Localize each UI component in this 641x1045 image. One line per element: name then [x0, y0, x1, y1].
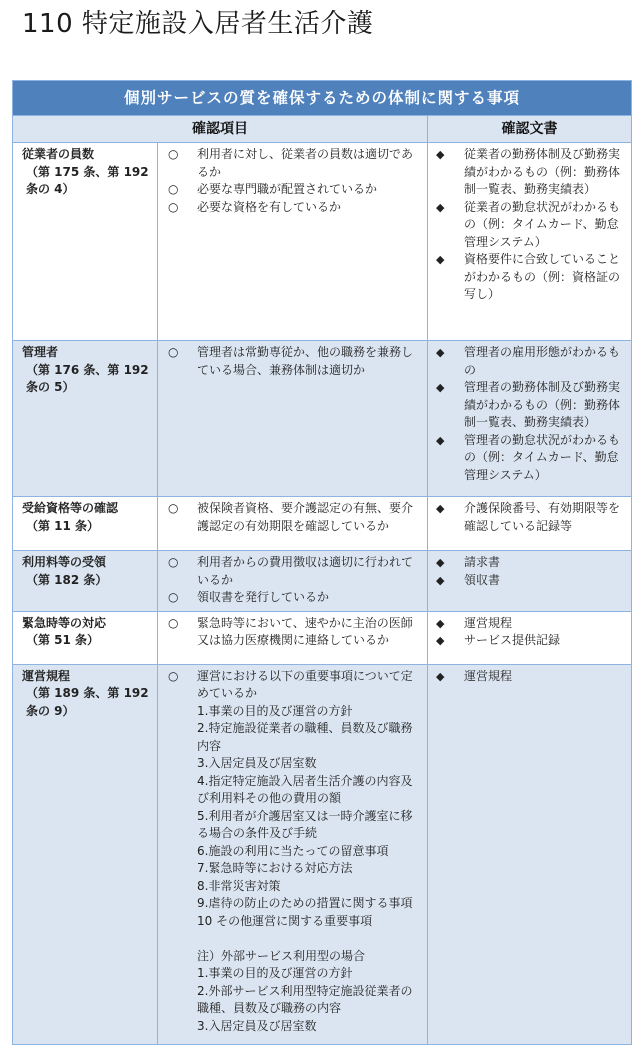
- category-cell: [13, 611, 158, 664]
- documents-cell: [428, 143, 632, 341]
- check-text: 緊急時等において、速やかに主治の医師又は協力医療機関に連絡しているか: [197, 615, 413, 647]
- table-banner: 個別サービスの質を確保するための体制に関する事項: [13, 81, 632, 116]
- documents-cell: [428, 664, 632, 1044]
- rule-item: 2.特定施設従業者の職種、員数及び職務内容: [197, 721, 413, 753]
- category-cell: [13, 664, 158, 1044]
- document-item: [428, 632, 623, 650]
- check-text: 被保険者資格、要介護認定の有無、要介護認定の有効期限を確認しているか: [197, 501, 414, 533]
- rule-item: 5.利用者が介護居室又は一時介護室に移る場合の条件及び手続: [197, 808, 413, 840]
- check-item: [158, 344, 419, 379]
- document-item: [428, 251, 623, 304]
- document-item: [428, 432, 623, 485]
- circle-mark-icon: ○: [168, 590, 179, 604]
- rule-note: 注）外部サービス利用型の場合: [197, 948, 366, 963]
- document-item: [428, 572, 623, 590]
- category-name: 管理者: [22, 345, 59, 359]
- table-row-manager: [13, 341, 632, 497]
- rule-item: 3.入居定員及び居室数: [197, 1018, 317, 1033]
- header-check-items: 確認項目: [13, 116, 428, 143]
- check-text: 利用者に対し、従業者の員数は適切であるか: [197, 147, 414, 179]
- document-item: [428, 379, 623, 432]
- table-row-operating-rules: [13, 664, 632, 1044]
- rule-item: 3.入居定員及び居室数: [197, 756, 317, 770]
- circle-mark-icon: ○: [168, 615, 179, 630]
- check-items-cell: [158, 551, 428, 612]
- table-row-staff-count: [13, 143, 632, 341]
- diamond-bullet-icon: ◆: [436, 556, 445, 569]
- document-text: 運営規程: [464, 615, 513, 630]
- category-article: （第 189 条、第 192 条の 9）: [26, 686, 149, 718]
- documents-cell: [428, 551, 632, 612]
- diamond-bullet-icon: ◆: [436, 669, 445, 683]
- document-item: [428, 668, 623, 686]
- circle-mark-icon: ○: [168, 345, 179, 359]
- check-items-cell: [158, 611, 428, 664]
- diamond-bullet-icon: ◆: [436, 502, 445, 515]
- circle-mark-icon: ○: [168, 501, 179, 515]
- category-cell: [13, 497, 158, 551]
- check-item: [158, 500, 419, 535]
- document-item: [428, 615, 623, 633]
- diamond-bullet-icon: ◆: [436, 433, 445, 447]
- category-article: （第 51 条）: [26, 633, 100, 647]
- category-name: 従業者の員数: [22, 147, 95, 161]
- check-item: [158, 554, 419, 589]
- check-items-cell: [158, 497, 428, 551]
- circle-mark-icon: ○: [168, 668, 179, 683]
- check-items-cell: [158, 143, 428, 341]
- diamond-bullet-icon: ◆: [436, 573, 445, 587]
- check-item: [158, 181, 419, 199]
- document-text: 管理者の勤務体制及び勤務実績がわかるもの（例：勤務体制一覧表、勤務実績表）: [464, 380, 621, 429]
- category-article: （第 175 条、第 192 条の 4）: [26, 164, 149, 196]
- check-items-cell: [158, 341, 428, 497]
- document-item: [428, 554, 623, 572]
- diamond-bullet-icon: ◆: [436, 253, 445, 266]
- category-cell: [13, 341, 158, 497]
- category-cell: [13, 551, 158, 612]
- documents-cell: [428, 497, 632, 551]
- document-item: [428, 146, 623, 199]
- document-text: 従業者の勤怠状況がわかるもの（例：タイムカード、勤怠管理システム）: [464, 199, 621, 249]
- rule-item: 1.事業の目的及び運営の方針: [197, 703, 353, 718]
- diamond-bullet-icon: ◆: [436, 200, 445, 214]
- diamond-bullet-icon: ◆: [436, 634, 445, 647]
- category-article: （第 176 条、第 192 条の 5）: [26, 362, 149, 394]
- page-title: 110 特定施設入居者生活介護: [22, 9, 374, 39]
- check-item: [158, 668, 419, 1036]
- check-item: [158, 615, 419, 650]
- document-text: 管理者の勤怠状況がわかるもの（例：タイムカード、勤怠管理システム）: [464, 432, 621, 482]
- rule-item: 9.虐待の防止のための措置に関する事項: [197, 896, 413, 910]
- rule-item: 2.外部サービス利用型特定施設従業者の職種、員数及び職務の内容: [197, 983, 413, 1015]
- check-text: 必要な資格を有しているか: [197, 199, 342, 214]
- category-article: （第 182 条）: [26, 572, 108, 587]
- circle-mark-icon: ○: [168, 555, 179, 569]
- document-text: 介護保険番号、有効期限等を確認している記録等: [464, 501, 621, 533]
- check-text: 領収書を発行しているか: [197, 590, 330, 604]
- circle-mark-icon: ○: [168, 182, 179, 196]
- document-item: [428, 500, 623, 535]
- table-row-emergency: [13, 611, 632, 664]
- check-text: 利用者からの費用徴収は適切に行われているか: [197, 555, 414, 587]
- category-name: 緊急時等の対応: [22, 615, 107, 630]
- document-text: 資格要件に合致していることがわかるもの（例：資格証の写し）: [464, 252, 621, 301]
- category-name: 受給資格等の確認: [22, 501, 119, 515]
- document-text: 管理者の雇用形態がわかるもの: [464, 345, 621, 377]
- document-item: [428, 199, 623, 252]
- category-name: 運営規程: [22, 668, 71, 683]
- document-text: サービス提供記録: [464, 633, 561, 647]
- check-items-cell: [158, 664, 428, 1044]
- table-row-eligibility: [13, 497, 632, 551]
- rule-item: 8.非常災害対策: [197, 878, 281, 893]
- spacer: [197, 930, 419, 948]
- rule-item: 4.指定特定施設入居者生活介護の内容及び利用料その他の費用の額: [197, 773, 413, 805]
- rule-item: 1.事業の目的及び運営の方針: [197, 966, 353, 980]
- table-row-fees: [13, 551, 632, 612]
- check-text: 必要な専門職が配置されているか: [197, 182, 378, 196]
- check-text: 運営における以下の重要事項について定めているか: [197, 668, 413, 700]
- category-cell: [13, 143, 158, 341]
- rule-item: 7.緊急時等における対応方法: [197, 861, 353, 875]
- check-text: 管理者は常勤専従か、他の職務を兼務している場合、兼務体制は適切か: [197, 345, 414, 377]
- check-item: [158, 589, 419, 607]
- document-text: 従業者の勤務体制及び勤務実績がわかるもの（例：勤務体制一覧表、勤務実績表）: [464, 147, 621, 196]
- rule-item: 6.施設の利用に当たっての留意事項: [197, 843, 389, 858]
- circle-mark-icon: ○: [168, 199, 179, 214]
- rule-item: 10 その他運営に関する重要事項: [197, 913, 373, 928]
- documents-cell: [428, 611, 632, 664]
- diamond-bullet-icon: ◆: [436, 148, 445, 161]
- documents-cell: [428, 341, 632, 497]
- diamond-bullet-icon: ◆: [436, 381, 445, 394]
- header-check-documents: 確認文書: [428, 116, 632, 143]
- category-article: （第 11 条）: [26, 518, 100, 533]
- document-text: 請求書: [464, 555, 501, 569]
- document-item: [428, 344, 623, 379]
- inspection-table: [12, 80, 632, 1045]
- circle-mark-icon: ○: [168, 147, 179, 161]
- diamond-bullet-icon: ◆: [436, 346, 445, 359]
- diamond-bullet-icon: ◆: [436, 616, 445, 630]
- document-text: 領収書: [464, 572, 501, 587]
- check-item: [158, 199, 419, 217]
- check-item: [158, 146, 419, 181]
- category-name: 利用料等の受領: [22, 555, 107, 569]
- document-text: 運営規程: [464, 668, 513, 683]
